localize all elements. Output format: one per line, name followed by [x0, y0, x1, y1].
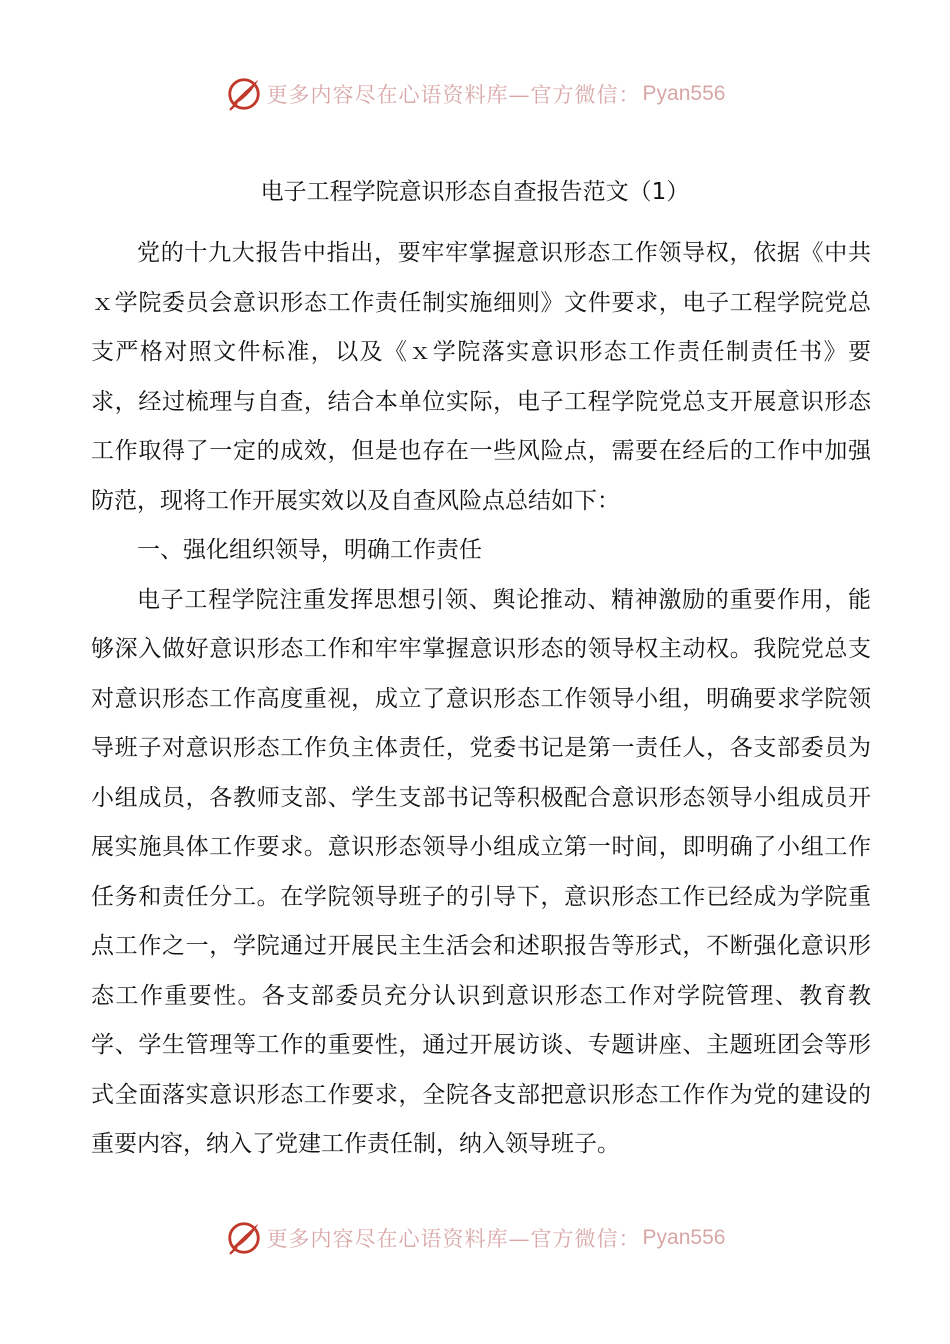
document-title: 电子工程学院意识形态自查报告范文（1）: [260, 179, 690, 205]
quill-logo-icon: [225, 1219, 263, 1257]
quill-logo-icon: [225, 75, 263, 113]
watermark-text: 更多内容尽在心语资料库—官方微信：: [266, 1227, 641, 1251]
document-body: [91, 229, 871, 1170]
footer-watermark: [0, 1216, 950, 1260]
paragraph-intro: 党的十九大报告中指出，要牢牢掌握意识形态工作领导权，依据《中共ｘ学院委员会意识形态工作责任制实施细则》文件要求，电子工程学院党总支严格对照文件标准，以及《ｘ学院落实意识形态工作责任制责任书》要求，经过梳理与自查，结合本单位实际，电子工程学院党总支开展意识形态工作取得了一定的成效，但是也存在一些风险点，需要在经后的工作中加强防范，现将工作开展实效以及自查风险点总结如下：: [91, 240, 871, 514]
section-heading: 一、强化组织领导，明确工作责任: [137, 537, 482, 563]
header-watermark: [0, 72, 950, 116]
watermark-wechat-id: Pyan556: [642, 82, 726, 105]
watermark-wechat-id: Pyan556: [642, 1226, 726, 1249]
paragraph-section-1: 电子工程学院注重发挥思想引领、舆论推动、精神激励的重要作用，能够深入做好意识形态工作和牢牢掌握意识形态的领导权主动权。我院党总支对意识形态工作高度重视，成立了意识形态工作领导小组，明确要求学院领导班子对意识形态工作负主体责任，党委书记是第一责任人，各支部委员为小组成员，各教师支部、学生支部书记等积极配合意识形态领导小组成员开展实施具体工作要求。意识形态领导小组成立第一时间，即明确了小组工作任务和责任分工。在学院领导班子的引导下，意识形态工作已经成为学院重点工作之一，学院通过开展民主生活会和述职报告等形式，不断强化意识形态工作重要性。各支部委员充分认识到意识形态工作对学院管理、教育教学、学生管理等工作的重要性，通过开展访谈、专题讲座、主题班团会等形式全面落实意识形态工作要求，全院各支部把意识形态工作作为党的建设的重要内容，纳入了党建工作责任制，纳入领导班子。: [91, 586, 871, 1157]
watermark-text: 更多内容尽在心语资料库—官方微信：: [266, 83, 641, 107]
